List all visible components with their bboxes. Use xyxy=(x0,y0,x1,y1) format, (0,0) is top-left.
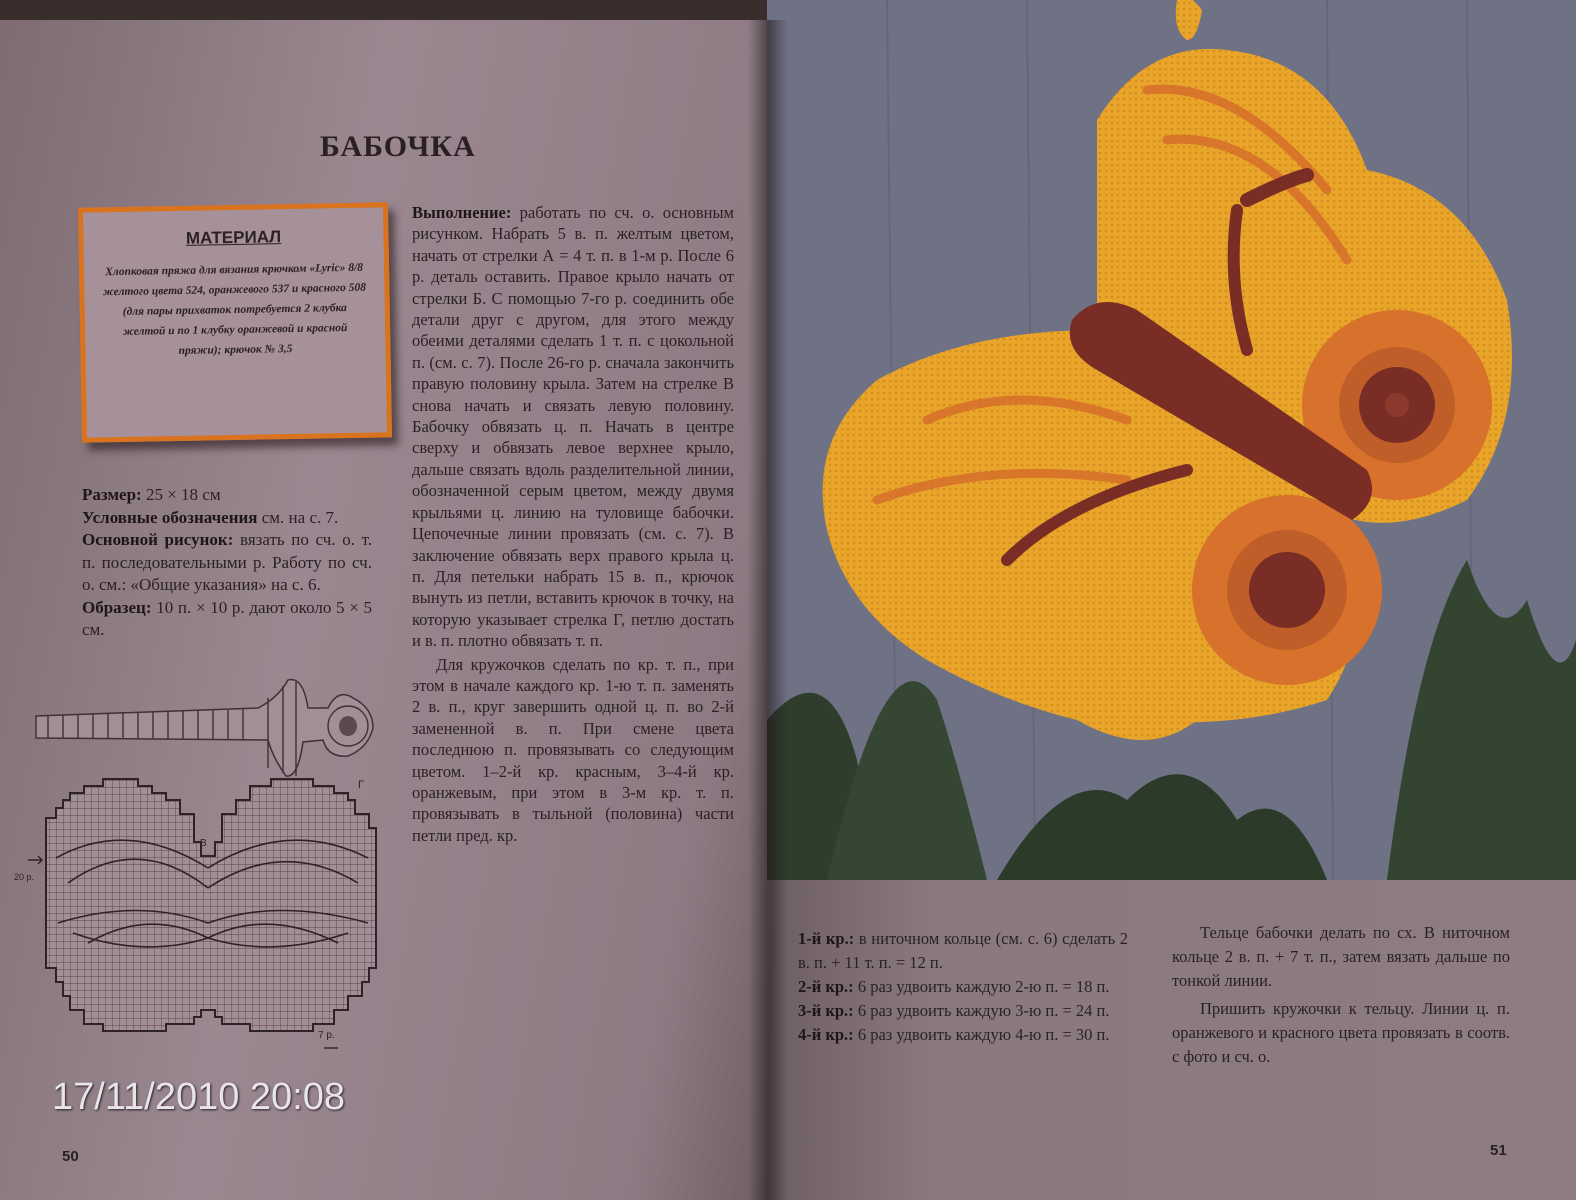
round-4 xyxy=(798,1023,1128,1047)
round-4-text: 6 раз удвоить каждую 4-ю п. = 30 п. xyxy=(853,1025,1110,1044)
material-heading: МАТЕРИАЛ xyxy=(185,227,282,248)
size-label: Размер: xyxy=(82,485,142,504)
round-2-label: 2-й кр.: xyxy=(798,977,854,996)
round-1 xyxy=(798,927,1128,975)
arrow-v-label: В xyxy=(200,838,207,849)
symbols-label: Условные обозначения xyxy=(82,507,258,527)
body-paragraph-2: Пришить кружочки к тельцу. Линии ц. п. оранжевого и красного цвета провязать в соотв. с фото и сч. о. xyxy=(1172,999,1510,1066)
photo-timestamp: 17/11/2010 20:08 xyxy=(52,1076,346,1118)
rounds-section xyxy=(798,927,1128,1047)
page-title: БАБОЧКА xyxy=(320,130,476,163)
material-text: Хлопковая пряжа для вязания крючком «Lyric» 8/8 желтого цвета 524, оранжевого 537 и красного 508 (для пары прихваток потребуется 2 клубка желтой и по 1 клубку оранжевой и красной пряжи); крючок № 3,5 xyxy=(102,261,367,357)
row-20-label: 20 р. xyxy=(14,872,35,882)
round-2 xyxy=(798,975,1128,999)
sample-value: 10 п. × 10 р. дают около 5 × 5 см. xyxy=(82,597,372,639)
body-chart xyxy=(36,680,373,777)
crochet-chart xyxy=(14,668,398,1078)
size-section xyxy=(82,484,372,642)
body-paragraph-1: Тельце бабочки делать по сх. В ниточном кольце 2 в. п. + 7 т. п., затем вязать дальше по тонкой линии. xyxy=(1172,923,1510,990)
size-value: 25 × 18 см xyxy=(141,485,221,504)
execution-paragraph-1 xyxy=(412,202,734,652)
material-box xyxy=(78,202,392,442)
pattern-value: вязать по сч. о. т. п. последовательными р. Работу по сч. о. см.: «Общие указания» на с. 6. xyxy=(82,530,372,594)
round-3-text: 6 раз удвоить каждую 3-ю п. = 24 п. xyxy=(853,1001,1110,1020)
symbols-line xyxy=(82,507,372,530)
pattern-label: Основной рисунок: xyxy=(82,530,234,549)
size-line xyxy=(82,484,372,507)
pattern-line xyxy=(82,529,372,597)
arrow-g-label: Г xyxy=(358,779,364,791)
round-3-label: 3-й кр.: xyxy=(798,1001,854,1020)
book-gutter xyxy=(748,20,788,1200)
round-1-text: в ниточном кольце (см. с. 6) сделать 2 в. п. + 11 т. п. = 12 п. xyxy=(798,929,1128,972)
round-4-label: 4-й кр.: xyxy=(798,1025,854,1044)
page-number-right: 51 xyxy=(1490,1142,1507,1159)
symbols-value: см. на с. 7. xyxy=(257,507,339,527)
page-number-left: 50 xyxy=(62,1148,79,1165)
butterfly-photo xyxy=(767,0,1576,880)
execution-label: Выполнение: xyxy=(412,203,512,222)
sample-line xyxy=(82,597,372,642)
execution-paragraph-2: Для кружочков сделать по кр. т. п., при этом в начале каждого кр. 1-ю т. п. заменять 2 в. п., круг завершить одной ц. п. во 2-й замененной в. п. При смене цвета последнюю п. провязывать со следующим цветом. 1–2-й кр. красным, 3–4-й кр. оранжевым, при этом в 3-м кр. т. п. провязывать в тыльной (половина) части петли пред. кр. xyxy=(412,654,734,845)
row-7-label: 7 р. xyxy=(318,1030,335,1041)
body-section xyxy=(1172,921,1510,1069)
butterfly-photo-svg xyxy=(767,0,1576,880)
round-3 xyxy=(798,999,1128,1023)
round-1-label: 1-й кр.: xyxy=(798,929,855,948)
row-arrow-icon xyxy=(28,856,42,864)
execution-section xyxy=(412,202,734,846)
sample-label: Образец: xyxy=(82,597,152,617)
round-2-text: 6 раз удвоить каждую 2-ю п. = 18 п. xyxy=(853,977,1110,996)
execution-text-1: работать по сч. о. основным рисунком. Набрать 5 в. п. желтым цветом, начать от стрелки А = 4 т. п. в 1-м р. После 6 р. деталь оставить. Правое крыло начать от стрелки Б. С помощью 7-го р. соединить обе детали друг с другом, для этого между обеими деталями сделать 1 т. п. с цокольной п. (см. с. 7). После 26-го р. сначала закончить правую половину крыла. Затем на стрелке В снова начать и связать левую половину. Бабочку обвязать ц. п. Начать в центре сверху и обвязать левое верхнее крыло, дальше связать вдоль разделительной линии, обозначенной серым цветом, между двумя крыльями ц. линию на туловище бабочки. Цепочечные линии провязать (см. с. 7). В заключение обвязать верх правого крыла ц. п. Для петельки набрать 15 в. п., крючок вынуть из петли, вставить крючок в точку, на которую указывает стрелка Г, петлю достать и в. п. плотно обвязать т. п. xyxy=(412,203,734,651)
wing-chart xyxy=(14,779,376,1048)
